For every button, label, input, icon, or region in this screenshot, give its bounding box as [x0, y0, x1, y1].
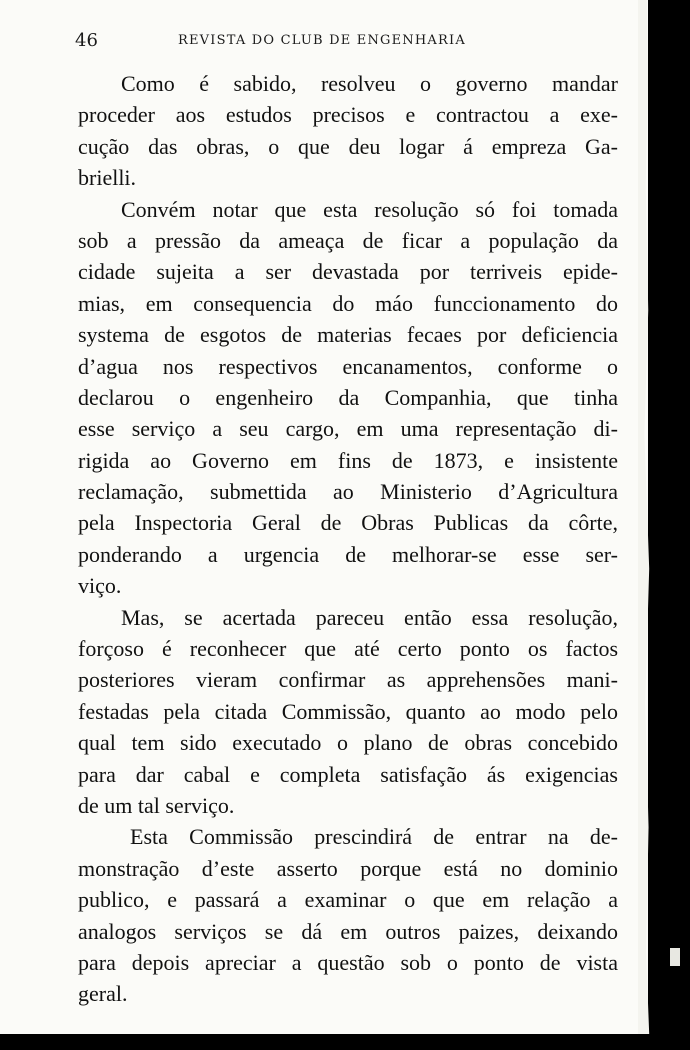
text-line: Esta Commissão prescindirá de entrar na de-: [130, 824, 618, 850]
text-line: cidade sujeita a ser devastada por terriveis epide-: [78, 259, 618, 285]
text-line: sob a pressão da ameaça de ficar a população da: [78, 227, 618, 253]
paper-scrap: [670, 948, 680, 966]
text-line: mias, em consequencia do máo funccionamento do: [78, 290, 618, 316]
text-line: pela Inspectoria Geral de Obras Publicas da côrte,: [78, 510, 618, 536]
text-line: para depois apreciar a questão sob o ponto de vista: [78, 949, 618, 975]
text-line: Como é sabido, resolveu o governo mandar: [121, 71, 618, 96]
running-title: REVISTA DO CLUB DE ENGENHARIA: [178, 33, 466, 48]
text-line: esse serviço a seu cargo, em uma representação di-: [78, 416, 618, 442]
paragraph-2: [78, 194, 618, 602]
page-number: 46: [75, 30, 98, 51]
paragraph-3: [78, 602, 618, 822]
text-line: para dar cabal e completa satisfação ás exigencias: [78, 761, 618, 787]
text-line: festadas pela citada Commissão, quanto ao modo pelo: [78, 698, 618, 724]
text-line: rigida ao Governo em fins de 1873, e insistente: [78, 447, 618, 473]
text-line: ponderando a urgencia de melhorar-se esse ser-: [78, 541, 618, 567]
text-line: geral.: [78, 981, 128, 1007]
text-line: qual tem sido executado o plano de obras concebido: [78, 730, 618, 756]
text-line: posteriores vieram confirmar as apprehensões mani-: [78, 667, 618, 693]
text-line: analogos serviços se dá em outros paizes, deixando: [78, 918, 618, 944]
text-line: brielli.: [78, 165, 137, 191]
paragraph-4: [78, 821, 618, 1009]
text-line: monstração d’este asserto porque está no dominio: [78, 855, 618, 881]
torn-page-edge: [638, 0, 654, 1034]
text-line: publico, e passará a examinar o que em relação a: [78, 887, 618, 913]
body-text: [78, 68, 618, 1010]
text-line: viço.: [78, 573, 122, 599]
text-line: Mas, se acertada pareceu então essa resolução,: [121, 604, 618, 630]
text-line: declarou o engenheiro da Companhia, que tinha: [78, 384, 618, 410]
paragraph-1: [78, 68, 618, 194]
text-line: systema de esgotos de materias fecaes por deficiencia: [78, 322, 618, 348]
page-header: [75, 30, 615, 54]
text-line: de um tal serviço.: [78, 792, 235, 818]
text-line: proceder aos estudos precisos e contractou a exe-: [78, 102, 618, 128]
text-line: cução das obras, o que deu logar á empreza Ga-: [78, 133, 618, 159]
text-line: Convém notar que esta resolução só foi tomada: [121, 196, 618, 222]
text-line: d’agua nos respectivos encanamentos, conforme o: [78, 353, 618, 379]
text-line: reclamação, submettida ao Ministerio d’Agricultura: [78, 479, 618, 505]
text-line: forçoso é reconhecer que até certo ponto os factos: [78, 636, 618, 662]
